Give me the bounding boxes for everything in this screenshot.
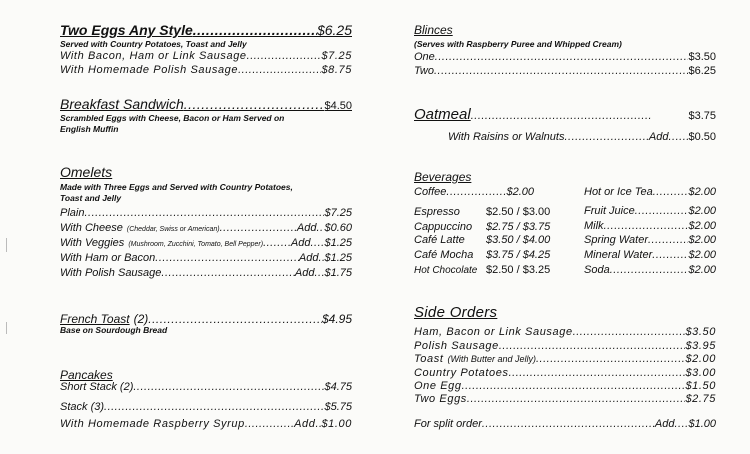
beverage-price: $2.00 [688,264,716,276]
omelet-plain [60,207,352,219]
leader-dots [564,131,648,143]
blinces-one [414,51,716,63]
oatmeal-raisins-walnuts [414,131,716,143]
beverage-price: $2.00 [688,205,716,217]
beverage-coffee [414,186,534,198]
option-label: One [414,51,435,63]
leader-dots [635,205,689,217]
option-price: $0.60 [324,222,352,234]
beverage-espresso [414,206,550,218]
beverage-label: Espresso [414,206,460,218]
blinces-two [414,65,716,77]
leader-dots [104,401,324,413]
option-label: Country Potatoes [414,367,509,379]
leader-dots [610,264,689,276]
leader-dots [238,64,321,76]
option-price: $7.25 [324,207,352,219]
add-label: Add [296,222,317,234]
beverage-cafe-latte [414,234,550,246]
side-orders-heading [414,304,716,321]
option-price: $2.00 [685,353,716,365]
option-label: With Cheese [60,222,123,234]
leader-dots [499,340,686,352]
add-label: Add [294,418,316,430]
leader-dots [84,207,324,219]
leader-dots [435,51,689,63]
beverage-label: Mineral Water [584,249,653,261]
add-label: Add [298,252,319,264]
option-label: Two [414,65,434,77]
two-eggs-heading [60,22,352,38]
add-label: Add [648,131,669,143]
option-price: $1.50 [685,380,716,392]
option-note: (Mushroom, Zucchini, Tomato, Bell Pepper) [128,241,264,248]
leader-dots [193,22,317,38]
two-eggs-option-polish [60,64,352,76]
pancakes-short-stack [60,381,352,393]
beverage-price: $2.00 [688,186,716,198]
option-label: Plain [60,207,85,219]
leader-dots [155,252,299,264]
beverage-label: Café Mocha [414,249,474,261]
beverage-price: $3.50 / $4.00 [486,234,551,246]
add-label: Add [290,237,311,249]
beverage-price: $3.75 / $4.25 [486,249,551,261]
leader-dots [648,234,688,246]
beverage-label: Coffee [414,186,447,198]
option-note: (With Butter and Jelly) [447,354,536,364]
side-polish-sausage [414,340,716,352]
omelets-title: Omelets [60,164,113,180]
page-edge-mark [6,322,7,334]
beverage-label: Spring Water [584,234,648,246]
side-split-order [414,418,716,430]
side-one-egg [414,380,716,392]
leader-dots [148,312,322,326]
beverage-milk [584,220,716,232]
leader-dots [573,326,686,338]
option-price: $1.25 [324,252,352,264]
omelets-description-2: Toast and Jelly [60,193,122,203]
leader-dots [482,418,655,430]
page-edge-mark [6,238,7,252]
option-price: $1.00 [688,418,716,430]
beverage-label: Café Latte [414,234,465,246]
option-note: (Cheddar, Swiss or American) [126,226,220,233]
option-price: $2.75 [685,393,716,405]
pancakes-raspberry-syrup [60,418,352,430]
oatmeal-heading [414,106,716,123]
leader-dots [604,220,689,232]
leader-dots [247,50,322,62]
beverage-label: Soda [584,264,610,276]
leader-dots [314,267,324,279]
pancakes-stack [60,401,352,413]
beverage-price: $2.00 [506,186,534,198]
beverage-label: Cappuccino [414,221,473,233]
leader-dots [462,380,686,392]
blinces-title: Blinces [414,23,453,37]
beverage-label: Fruit Juice [584,205,635,217]
leader-dots [536,353,686,365]
beverage-cappuccino [414,221,550,233]
beverage-cafe-mocha [414,249,550,261]
leader-dots [446,186,506,198]
option-price: $7.25 [321,50,352,62]
leader-dots [668,131,688,143]
option-label: With Ham or Bacon [60,252,156,264]
option-price: $3.50 [688,51,716,63]
add-label: Add [294,267,315,279]
leader-dots [133,381,324,393]
leader-dots [310,237,324,249]
option-price: $1.25 [324,237,352,249]
leader-dots [434,65,689,77]
beverage-soda [584,264,716,276]
french-toast-price: $4.95 [321,312,352,326]
beverage-fruit-juice [584,205,716,217]
pancakes-title: Pancakes [60,368,113,382]
oatmeal-title: Oatmeal [414,106,471,123]
breakfast-sandwich-price: $4.50 [324,100,352,112]
option-label: Ham, Bacon or Link Sausage [414,326,573,338]
blinces-heading [414,23,716,37]
beverage-price: $2.75 / $3.75 [486,221,551,233]
two-eggs-option-bacon [60,50,352,62]
beverage-hot-chocolate [414,264,550,276]
option-price: $6.25 [688,65,716,77]
two-eggs-title: Two Eggs Any Style [60,22,193,38]
beverage-price: $2.50 / $3.00 [486,206,551,218]
add-label: Add [654,418,675,430]
breakfast-sandwich-heading [60,96,352,112]
option-price: $3.00 [685,367,716,379]
two-eggs-price: $6.25 [316,22,352,38]
option-label: Two Eggs [414,393,467,405]
beverage-mineral-water [584,249,716,261]
french-toast-heading [60,312,352,326]
breakfast-sandwich-title: Breakfast Sandwich [60,96,184,112]
leader-dots [674,418,688,430]
option-label: Toast [414,353,444,365]
option-price: $8.75 [321,64,352,76]
option-label: Short Stack (2) [60,381,134,393]
omelet-ham-bacon [60,252,352,264]
omelets-heading [60,164,352,180]
leader-dots [161,267,294,279]
blinces-description: (Serves with Raspberry Puree and Whipped Cream) [414,39,622,49]
french-toast-title: French Toast [60,312,130,326]
leader-dots [652,249,688,261]
beverage-label: Hot Chocolate [414,265,478,276]
beverage-label: Milk [584,220,604,232]
side-ham-bacon [414,326,716,338]
option-price: $1.75 [324,267,352,279]
beverage-price: $2.00 [688,249,716,261]
option-label: Stack (3) [60,401,105,413]
option-price: $3.50 [685,326,716,338]
leader-dots [653,186,689,198]
leader-dots [263,237,291,249]
side-toast [414,353,716,365]
pancakes-heading [60,368,352,382]
option-label: One Egg [414,380,462,392]
beverages-heading [414,170,716,184]
omelets-description-1: Made with Three Eggs and Served with Country Potatoes, [60,182,293,192]
beverage-tea [584,186,716,198]
omelet-polish-sausage [60,267,352,279]
option-label: Polish Sausage [414,340,499,352]
beverages-title: Beverages [414,170,472,184]
beverage-spring-water [584,234,716,246]
option-label: With Homemade Raspberry Syrup [60,418,245,430]
french-toast-qty: (2) [133,312,149,326]
breakfast-sandwich-description-2: English Muffin [60,124,119,134]
option-label: With Bacon, Ham or Link Sausage [60,50,247,62]
leader-dots [245,418,294,430]
option-price: $1.00 [321,418,352,430]
option-label: For split order [414,418,482,430]
breakfast-sandwich-description-1: Scrambled Eggs with Cheese, Bacon or Ham Served on [60,113,285,123]
beverage-price: $2.50 / $3.25 [486,264,551,276]
omelet-veggies [60,237,352,249]
side-country-potatoes [414,367,716,379]
beverage-price: $2.00 [688,220,716,232]
leader-dots [467,393,686,405]
leader-dots [184,96,325,112]
option-label: With Homemade Polish Sausage [60,64,239,76]
option-price: $3.95 [685,340,716,352]
side-orders-title: Side Orders [414,304,498,321]
option-price: $0.50 [688,131,716,143]
beverage-price: $2.00 [688,234,716,246]
oatmeal-price: $3.75 [688,110,716,122]
leader-dots [471,110,651,122]
option-label: With Raisins or Walnuts [448,131,565,143]
leader-dots [509,367,686,379]
option-label: With Polish Sausage [60,267,162,279]
option-label: With Veggies [60,237,125,249]
two-eggs-description: Served with Country Potatoes, Toast and Jelly [60,39,247,49]
french-toast-description: Base on Sourdough Bread [60,325,168,335]
omelet-cheese [60,222,352,234]
beverage-label: Hot or Ice Tea [584,186,653,198]
option-price: $4.75 [324,381,352,393]
option-price: $5.75 [324,401,352,413]
side-two-eggs [414,393,716,405]
leader-dots [220,222,297,234]
